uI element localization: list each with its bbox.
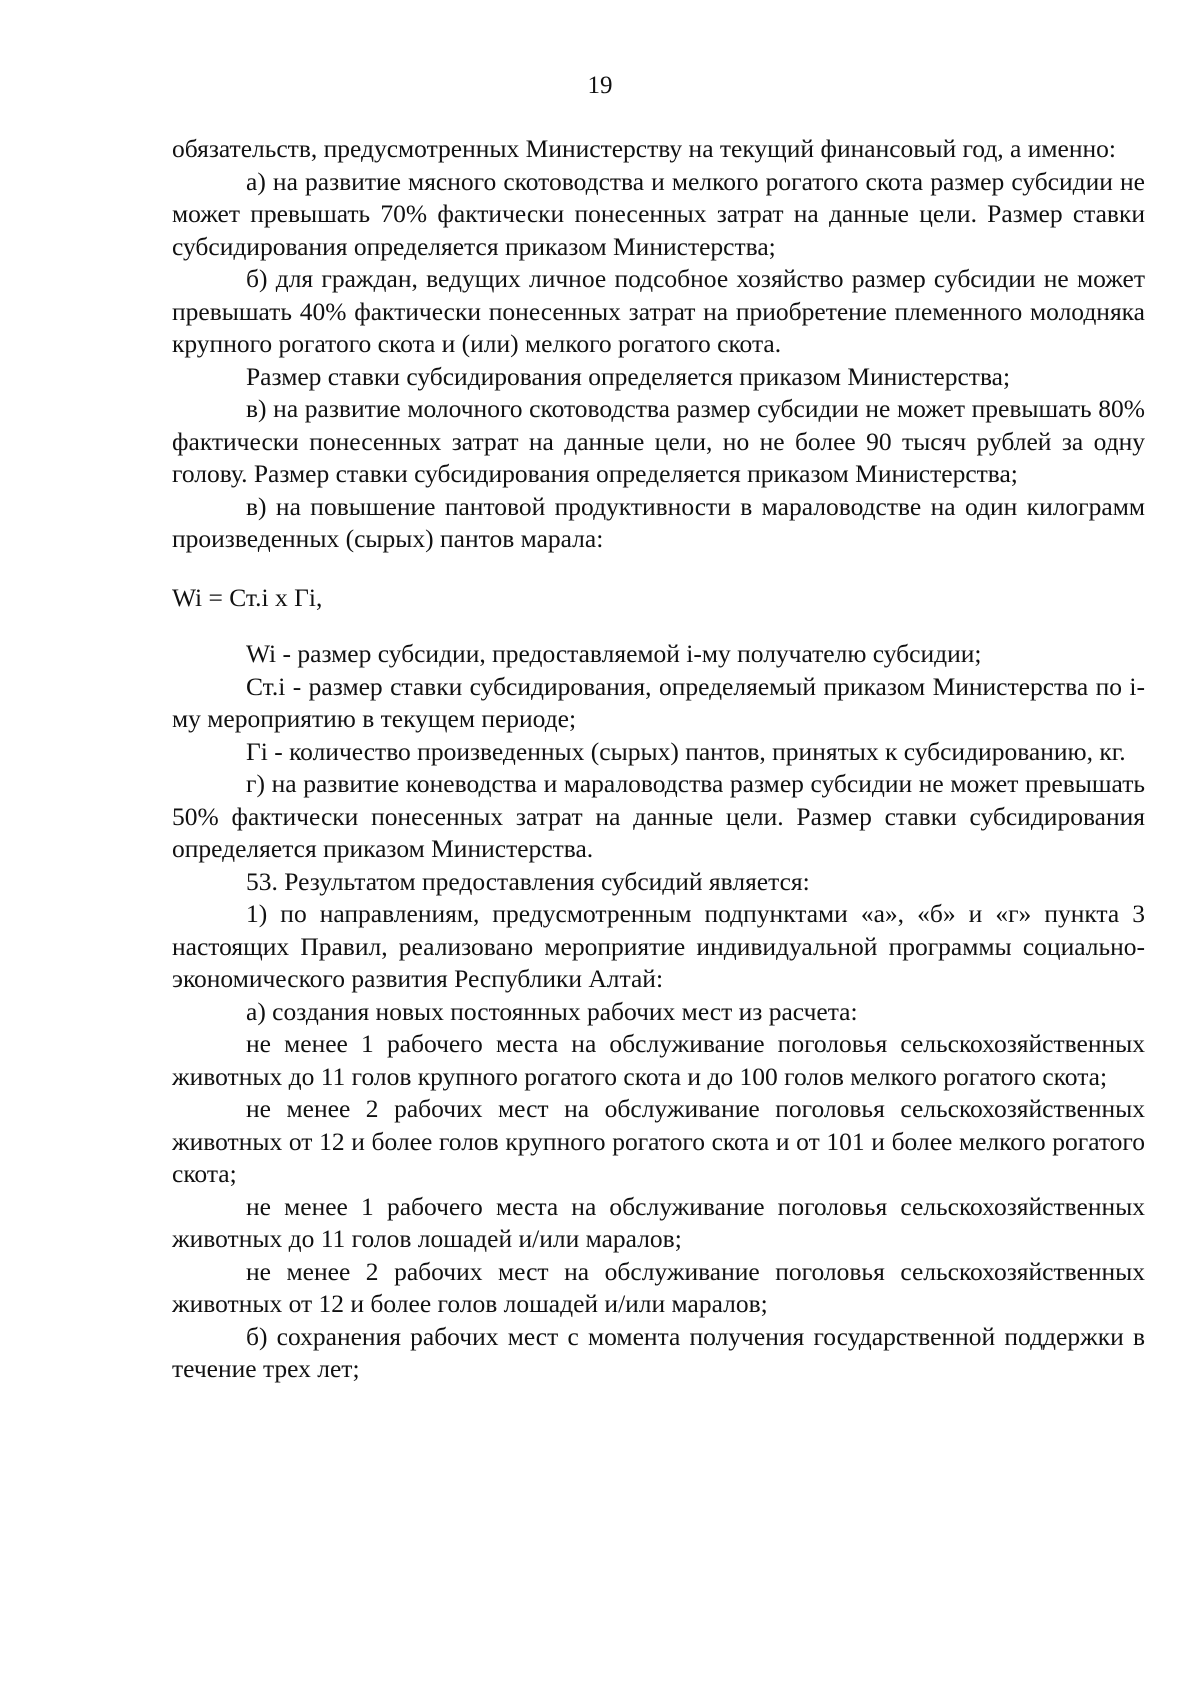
paragraph-subsidy-private-farm: б) для граждан, ведущих личное подсобное хозяйство размер субсидии не может превышать 40% фактически понесенных затрат на приобретение племенного молодняка крупного рогатого скота и (или) мелкого рогатого скота. bbox=[172, 264, 1145, 358]
paragraph-rate-note: Размер ставки субсидирования определяется приказом Министерства; bbox=[246, 361, 1011, 391]
paragraph-subsidy-meat-cattle: а) на развитие мясного скотоводства и мелкого рогатого скота размер субсидии не может превышать 70% фактически понесенных затрат на данные цели. Размер ставки субсидирования определяется приказом Министерства; bbox=[172, 166, 1145, 261]
paragraph-jobs-horses-small: не менее 1 рабочего места на обслуживание поголовья сельскохозяйственных животных до 11 голов лошадей и/или маралов; bbox=[172, 1191, 1145, 1253]
paragraph-section-53: 53. Результатом предоставления субсидий является: bbox=[246, 866, 810, 896]
paragraph-subsidy-dairy: в) на развитие молочного скотоводства размер субсидии не может превышать 80% фактически понесенных затрат на данные цели, но не более 90 тысяч рублей за одну голову. Размер ставки субсидирования определяется приказом Министерства; bbox=[172, 394, 1145, 488]
formula-definition-rate: Ст.i - размер ставки субсидирования, определяемый приказом Министерства по i-му мероприятию в текущем периоде; bbox=[172, 671, 1145, 733]
paragraph-continuation: обязательств, предусмотренных Министерству на текущий финансовый год, а именно: bbox=[172, 134, 1116, 163]
formula: Wi = Ст.i x Гi, bbox=[172, 582, 323, 612]
paragraph-result-1a: а) создания новых постоянных рабочих мест из расчета: bbox=[246, 996, 858, 1026]
paragraph-subsidy-horses-maral: г) на развитие коневодства и мараловодства размер субсидии не может превышать 50% фактически понесенных затрат на данные цели. Размер ставки субсидирования определяется приказом Министерства. bbox=[172, 769, 1145, 863]
page-number: 19 bbox=[587, 72, 613, 99]
formula-definition-wi: Wi - размер субсидии, предоставляемой i-му получателю субсидии; bbox=[246, 639, 982, 668]
formula-definition-quantity: Гi - количество произведенных (сырых) пантов, принятых к субсидированию, кг. bbox=[246, 736, 1126, 766]
paragraph-result-1b: б) сохранения рабочих мест с момента получения государственной поддержки в течение трех лет; bbox=[172, 1321, 1145, 1383]
paragraph-jobs-cattle-small: не менее 1 рабочего места на обслуживание поголовья сельскохозяйственных животных до 11 голов крупного рогатого скота и до 100 голов мелкого рогатого скота; bbox=[172, 1029, 1145, 1091]
document-body bbox=[172, 133, 1145, 1386]
paragraph-result-1: 1) по направлениям, предусмотренным подпунктами «а», «б» и «г» пункта 3 настоящих Правил, реализовано мероприятие индивидуальной программы социально-экономического развития Республики Алтай: bbox=[172, 899, 1145, 993]
paragraph-subsidy-antlers: в) на повышение пантовой продуктивности в мараловодстве на один килограмм произведенных (сырых) пантов марала: bbox=[172, 491, 1145, 553]
paragraph-jobs-cattle-large: не менее 2 рабочих мест на обслуживание поголовья сельскохозяйственных животных от 12 и более голов крупного рогатого скота и от 101 и более мелкого рогатого скота; bbox=[172, 1094, 1145, 1188]
paragraph-jobs-horses-large: не менее 2 рабочих мест на обслуживание поголовья сельскохозяйственных животных от 12 и более голов лошадей и/или маралов; bbox=[172, 1256, 1145, 1318]
